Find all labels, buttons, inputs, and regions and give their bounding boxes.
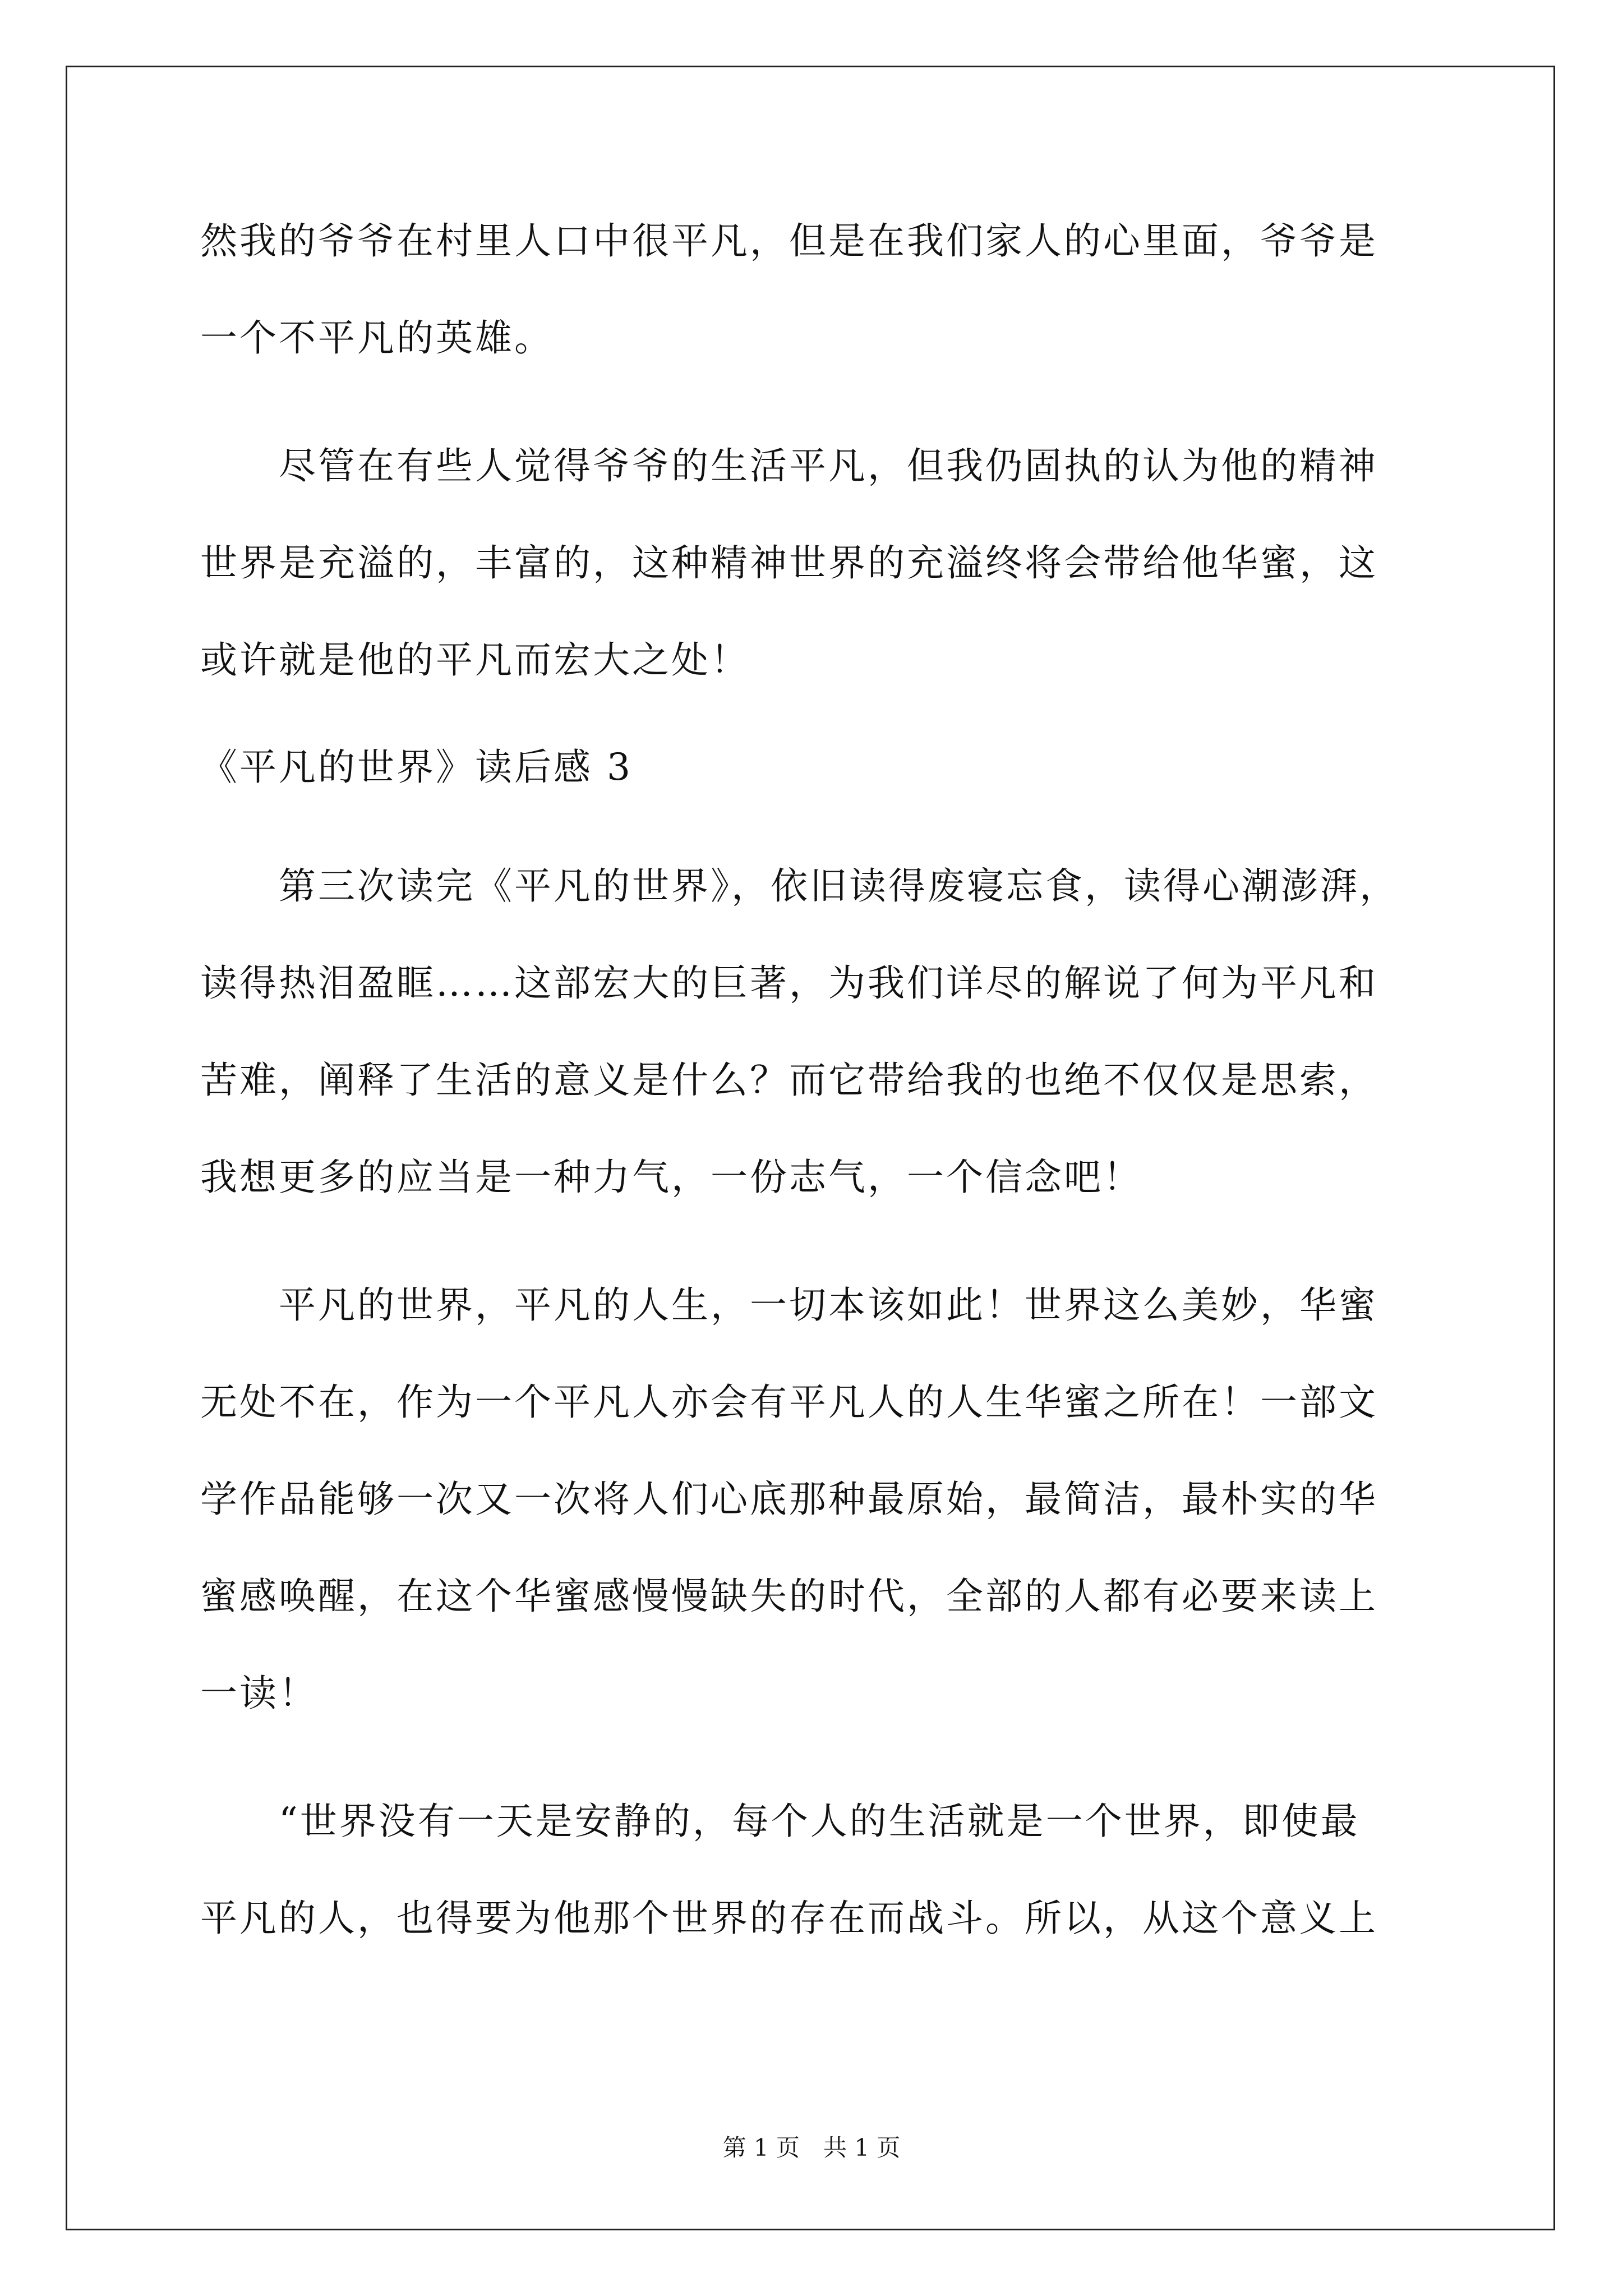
text-line: 一读！	[200, 1672, 318, 1715]
text-line: 苦难，阐释了生活的意义是什么？而它带给我的也绝不仅仅是思索，	[200, 1059, 1378, 1102]
text-line: 第三次读完《平凡的世界》，依旧读得废寝忘食，读得心潮澎湃，	[200, 864, 1399, 908]
text-line: 平凡的世界，平凡的人生，一切本该如此！世界这么美妙，华蜜	[200, 1283, 1378, 1327]
page-footer: 第 1 页 共 1 页	[722, 2134, 901, 2161]
text-line: “世界没有一天是安静的，每个人的生活就是一个世界，即使最	[200, 1800, 1360, 1843]
text-line: 蜜感唤醒，在这个华蜜感慢慢缺失的时代，全部的人都有必要来读上	[200, 1575, 1378, 1618]
text-line: 一个不平凡的英雄。	[200, 316, 554, 360]
text-line: 无处不在，作为一个平凡人亦会有平凡人的人生华蜜之所在！一部文	[200, 1381, 1378, 1424]
text-line: 学作品能够一次又一次将人们心底那种最原始，最简洁，最朴实的华	[200, 1478, 1378, 1521]
text-line: 或许就是他的平凡而宏大之处！	[200, 638, 750, 682]
text-line: 世界是充溢的，丰富的，这种精神世界的充溢终将会带给他华蜜，这	[200, 541, 1378, 585]
section-heading: 《平凡的世界》读后感 3	[200, 746, 633, 789]
text-line: 读得热泪盈眶……这部宏大的巨著，为我们详尽的解说了何为平凡和	[200, 961, 1378, 1005]
text-line: 然我的爷爷在村里人口中很平凡，但是在我们家人的心里面，爷爷是	[200, 219, 1378, 263]
text-line: 平凡的人，也得要为他那个世界的存在而战斗。所以，从这个意义上	[200, 1897, 1378, 1940]
text-line: 尽管在有些人觉得爷爷的生活平凡，但我仍固执的认为他的精神	[200, 444, 1378, 487]
text-line: 我想更多的应当是一种力气，一份志气，一个信念吧！	[200, 1156, 1142, 1199]
